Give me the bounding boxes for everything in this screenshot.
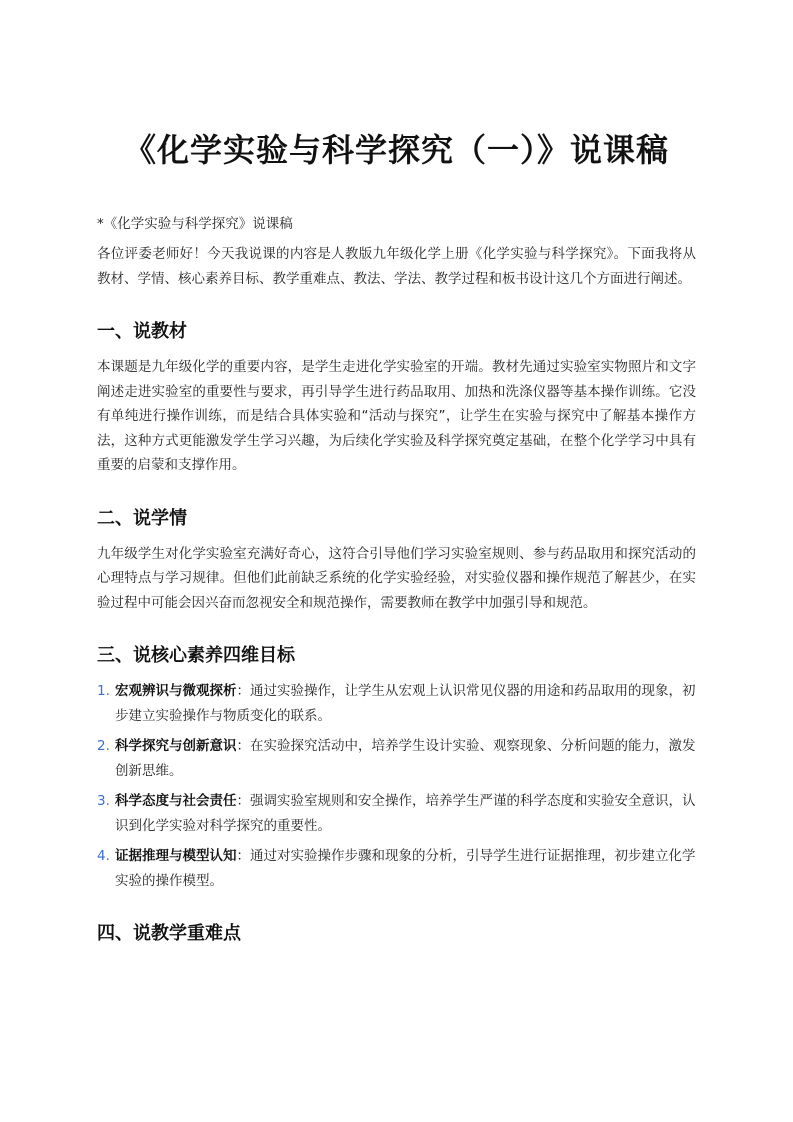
list-item-term: 科学探究与创新意识	[115, 738, 237, 754]
list-item-number: 3.	[97, 793, 110, 809]
list-item	[97, 679, 696, 728]
list-item-number: 2.	[97, 738, 110, 754]
intro-paragraph: 各位评委老师好！今天我说课的内容是人教版九年级化学上册《化学实验与科学探究》。下面我将从教材、学情、核心素养目标、教学重难点、教法、学法、教学过程和板书设计这几个方面进行阐述。	[97, 246, 696, 287]
section-heading-textbook: 一、说教材	[97, 321, 187, 342]
list-item-text: ：通过对实验操作步骤和现象的分析，引导学生进行证据推理，初步建立化学实验的操作模型。	[115, 848, 696, 889]
list-item-term: 宏观辨识与微观探析	[115, 683, 237, 699]
section-body-textbook: 本课题是九年级化学的重要内容，是学生走进化学实验室的开端。教材先通过实验室实物照片和文字阐述走进实验室的重要性与要求，再引导学生进行药品取用、加热和洗涤仪器等基本操作训练。它没有单纯进行操作训练，而是结合具体实验和“活动与探究”，让学生在实验与探究中了解基本操作方法，这种方式更能激发学生学习兴趣，为后续化学实验及科学探究奠定基础，在整个化学学习中具有重要的启蒙和支撑作用。	[97, 359, 696, 473]
list-item	[97, 734, 696, 783]
document-subtitle: *《化学实验与科学探究》说课稿	[97, 216, 293, 232]
list-item-term: 科学态度与社会责任	[115, 793, 237, 809]
section-heading-students: 二、说学情	[97, 507, 187, 529]
section-body-students: 九年级学生对化学实验室充满好奇心，这符合引导他们学习实验室规则、参与药品取用和探究活动的心理特点与学习规律。但他们此前缺乏系统的化学实验经验，对实验仪器和操作规范了解甚少，在实验过程中可能会因兴奋而忽视安全和规范操作，需要教师在教学中加强引导和规范。	[97, 545, 696, 611]
document-title: 《化学实验与科学探究（一）》说课稿	[123, 131, 669, 169]
section-heading-key-points: 四、说教学重难点	[97, 923, 241, 944]
list-item-number: 4.	[97, 848, 110, 864]
list-item-text: ：强调实验室规则和安全操作，培养学生严谨的科学态度和实验安全意识，认识到化学实验对科学探究的重要性。	[115, 793, 696, 834]
goals-list	[97, 679, 696, 893]
list-item-term: 证据推理与模型认知	[115, 848, 237, 864]
list-item-text: ：在实验探究活动中，培养学生设计实验、观察现象、分析问题的能力，激发创新思维。	[115, 738, 696, 779]
list-item	[97, 789, 696, 838]
list-item-text: ：通过实验操作，让学生从宏观上认识常见仪器的用途和药品取用的现象，初步建立实验操作与物质变化的联系。	[115, 683, 696, 724]
section-heading-goals: 三、说核心素养四维目标	[97, 645, 295, 666]
list-item	[97, 844, 696, 893]
list-item-number: 1.	[97, 683, 110, 699]
